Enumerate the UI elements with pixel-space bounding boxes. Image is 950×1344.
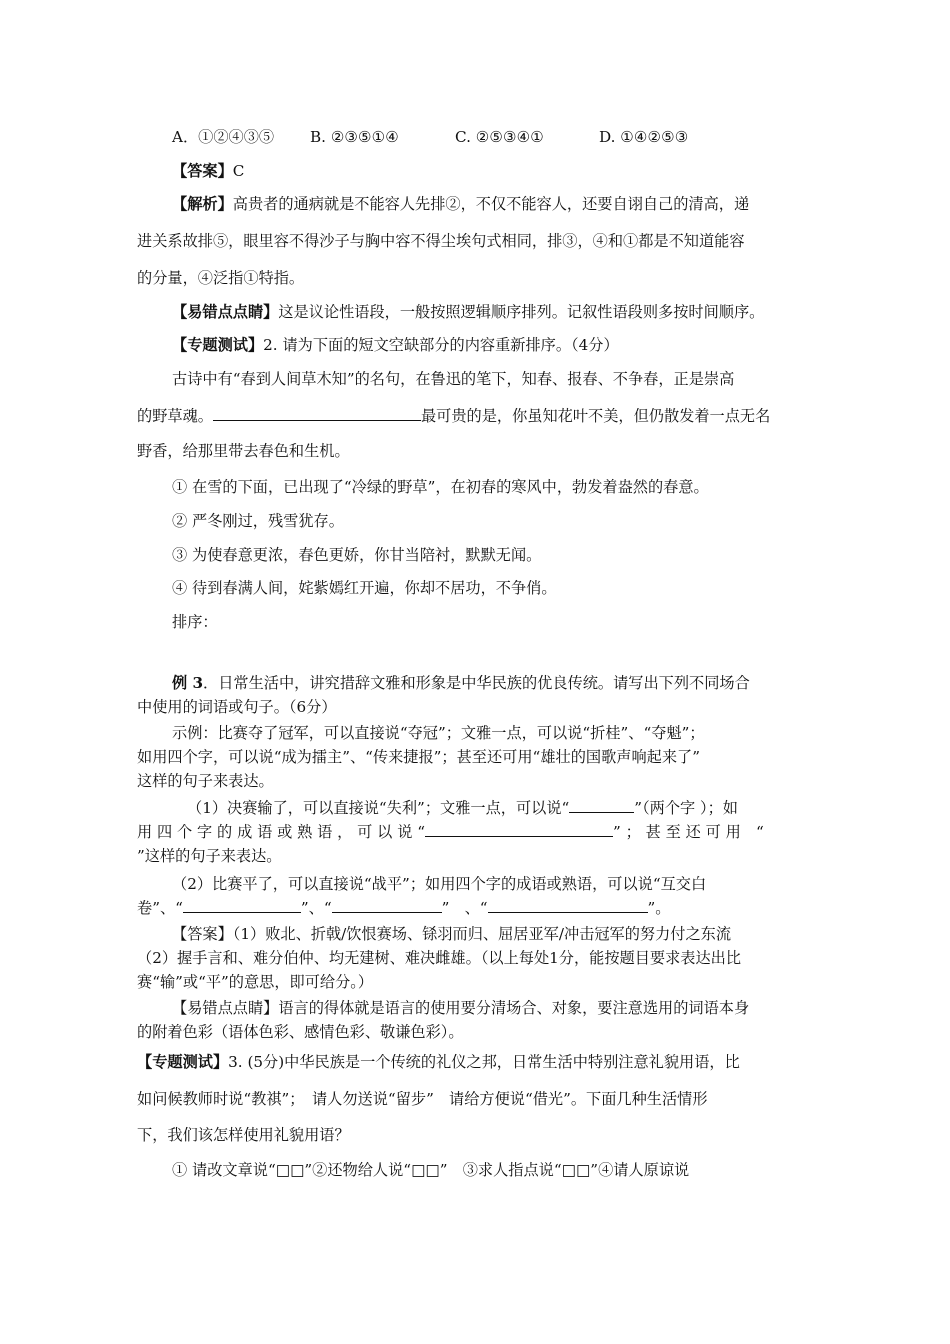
sentence-item-4: ④ 待到春满人间，姹紫嫣红开遍，你却不居功，不争俏。 xyxy=(172,579,557,597)
q1-blank-2 xyxy=(425,822,613,837)
fill-blank xyxy=(213,406,421,421)
q1-text-a: （1）决赛输了，可以直接说“失利”；文雅一点，可以说“ xyxy=(187,799,570,817)
question-1-line-3: ”这样的句子来表达。 xyxy=(137,847,282,865)
demo-line-1: 示例：比赛夺了冠军，可以直接说“夺冠”；文雅一点，可以说“折桂”、“夺魁”； xyxy=(172,724,705,742)
question-1-line-2 xyxy=(137,822,764,842)
example-3-line-2: 中使用的词语或句子。（6分） xyxy=(137,698,337,716)
analysis-text-1: 高贵者的通病就是不能容人先排②，不仅不能容人，还要自诩自己的清高，递 xyxy=(232,195,750,213)
answer-line xyxy=(172,161,244,181)
order-label: 排序： xyxy=(172,613,218,631)
question-2-line-1: （2）比赛平了，可以直接说“战平”；如用四个字的成语或熟语，可以说“互交白 xyxy=(172,875,707,893)
answer-3-line-2: （2）握手言和、难分伯仲、均无建树、难决雌雄。（以上每处1分，能按题目要求表达出比 xyxy=(137,949,742,967)
tip-text: 这是议论性语段，一般按照逻辑顺序排列。记叙性语段则多按时间顺序。 xyxy=(278,303,765,321)
sentence-item-2: ② 严冬刚过，残雪犹存。 xyxy=(172,512,344,530)
option-d: D. ①④②⑤③ xyxy=(599,128,689,146)
analysis-tag: 【解析】 xyxy=(172,195,233,213)
special-test-3-line-4: ① 请改文章说“□□”②还物给人说“□□” ③求人指点说“□□”④请人原谅说 xyxy=(172,1161,690,1179)
q1-text-c: 用 四 个 字 的 成 语 或 熟 语 ， 可 以 说 “ xyxy=(137,823,425,841)
question-2-line-2 xyxy=(137,898,670,918)
passage-text-2a: 的野草魂。 xyxy=(137,407,213,425)
question-1-line-1 xyxy=(187,798,738,818)
q2-text-2: ”、“ xyxy=(300,899,332,917)
passage-line-1: 古诗中有“春到人间草木知”的名句，在鲁迅的笔下，知春、报春、不争春，正是崇高 xyxy=(172,370,735,388)
special-test-3-line-1 xyxy=(137,1052,740,1072)
q2-text-1: 卷”、“ xyxy=(137,899,183,917)
special-test-3-line-3: 下，我们该怎样使用礼貌用语？ xyxy=(137,1126,350,1144)
analysis-line-1 xyxy=(172,194,749,214)
q2-blank-2 xyxy=(332,898,442,913)
special-test-tag: 【专题测试】 xyxy=(172,336,264,354)
special-test-3-line-2: 如问候教师时说“教祺”； 请人勿送说“留步” 请给方便说“借光”。下面几种生活情形 xyxy=(137,1090,708,1108)
demo-line-2: 如用四个字，可以说“成为擂主”、“传来捷报”；甚至还可用“雄壮的国歌声响起来了” xyxy=(137,748,700,766)
example-tag: 例 3 xyxy=(172,674,204,692)
option-c: C. ②⑤③④① xyxy=(455,128,544,146)
answer-value: C xyxy=(232,162,245,180)
option-a: A．①②④③⑤ xyxy=(172,128,275,146)
special-test-3-text: 3. (5分)中华民族是一个传统的礼仪之邦，日常生活中特别注意礼貌用语，比 xyxy=(228,1053,740,1071)
answer-tag: 【答案】 xyxy=(172,162,233,180)
answer-3-line-1: 【答案】（1）败北、折戟/饮恨赛场、铩羽而归、屈居亚军/冲击冠军的努力付之东流 xyxy=(172,925,732,943)
passage-text-2b: 最可贵的是，你虽知花叶不美，但仍散发着一点无名 xyxy=(420,407,771,425)
tip-3-line-1: 【易错点点睛】语言的得体就是语言的使用要分清场合、对象，要注意选用的词语本身 xyxy=(172,999,750,1017)
sentence-item-3: ③ 为使春意更浓，春色更娇，你甘当陪衬，默默无闻。 xyxy=(172,546,542,564)
tip-tag: 【易错点点睛】 xyxy=(172,303,279,321)
example-text-1: ．日常生活中，讲究措辞文雅和形象是中华民族的优良传统。请写出下列不同场合 xyxy=(203,674,750,692)
q2-text-4: ”。 xyxy=(647,899,671,917)
option-b: B. ②③⑤①④ xyxy=(310,128,399,146)
q2-blank-3 xyxy=(488,898,648,913)
passage-line-3: 野香，给那里带去春色和生机。 xyxy=(137,442,350,460)
example-3-line-1 xyxy=(172,673,750,693)
sentence-item-1: ① 在雪的下面，已出现了“冷绿的野草”，在初春的寒风中，勃发着盎然的春意。 xyxy=(172,478,709,496)
tip-line xyxy=(172,302,764,322)
answer-options xyxy=(172,127,688,147)
q2-text-3: ” 、“ xyxy=(441,899,488,917)
q1-blank-1 xyxy=(569,798,634,813)
q1-text-d: ” ； 甚 至 还 可 用 “ xyxy=(612,823,764,841)
passage-line-2 xyxy=(137,406,770,426)
q2-blank-1 xyxy=(183,898,301,913)
special-test-text: 2. 请为下面的短文空缺部分的内容重新排序。（4分） xyxy=(263,336,619,354)
special-test-2 xyxy=(172,335,619,355)
answer-3-line-3: 赛“输”或“平”的意思，即可给分。） xyxy=(137,973,374,991)
q1-text-b: ”（两个字 ）；如 xyxy=(634,799,738,817)
demo-line-3: 这样的句子来表达。 xyxy=(137,772,274,790)
analysis-line-3: 的分量，④泛指①特指。 xyxy=(137,269,305,287)
special-test-3-tag: 【专题测试】 xyxy=(137,1053,229,1071)
tip-3-line-2: 的附着色彩（语体色彩、感情色彩、敬谦色彩）。 xyxy=(137,1023,464,1041)
analysis-line-2: 进关系故排⑤，眼里容不得沙子与胸中容不得尘埃句式相同，排③，④和①都是不知道能容 xyxy=(137,232,745,250)
